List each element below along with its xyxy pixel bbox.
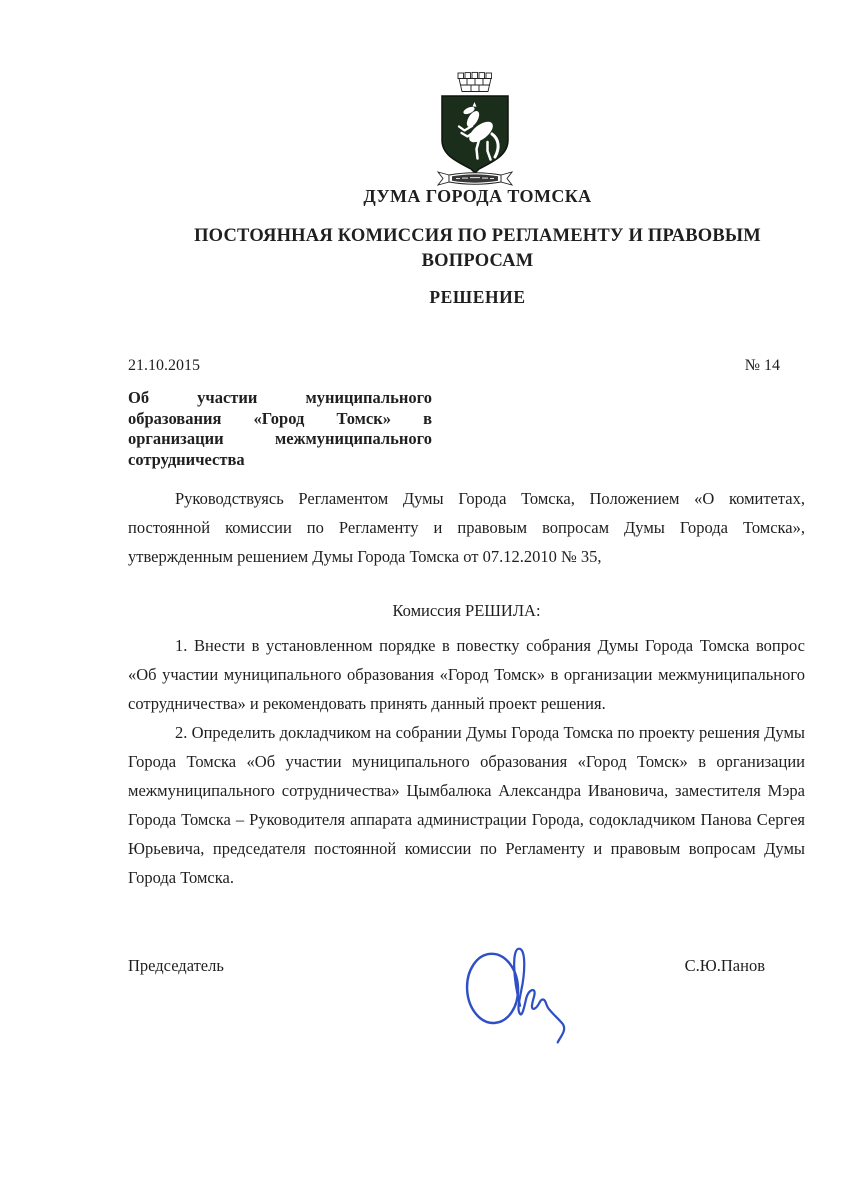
signature-title: Председатель xyxy=(128,956,224,975)
preamble-paragraph: Руководствуясь Регламентом Думы Города Томска, Положением «О комитетах, постоянной комиссии по Регламенту и правовым вопросам Думы Города Томска», утвержденным решением Думы Города Томска от 07.12.2010 № 35, xyxy=(128,489,805,566)
resolution-heading: Комиссия РЕШИЛА: xyxy=(392,601,541,620)
ribbon-banner-icon xyxy=(438,172,512,185)
preamble xyxy=(128,484,805,571)
resolution-items xyxy=(128,631,805,892)
mural-crown-icon xyxy=(458,72,492,91)
resolution-item: 1. Внести в установленном порядке в повестку собрания Думы Города Томска вопрос «Об участии муниципального образования «Город Томск» в организации межмуниципального сотрудничества» и рекомендовать принять данный проект решения. xyxy=(128,636,805,713)
handwritten-signature-icon xyxy=(462,940,574,1048)
meta-row xyxy=(128,357,780,375)
subject-block: Об участии муниципального образования «Город Томск» в организации межмуниципального сотрудничества xyxy=(128,388,432,469)
organization-title: ДУМА ГОРОДА ТОМСКА xyxy=(363,186,592,206)
document-number: № 14 xyxy=(744,357,780,374)
document-date: 21.10.2015 xyxy=(128,357,200,374)
document-type-title: РЕШЕНИЕ xyxy=(429,287,526,307)
signature-row xyxy=(128,956,765,976)
commission-title: ПОСТОЯННАЯ КОМИССИЯ ПО РЕГЛАМЕНТУ И ПРАВОВЫМ ВОПРОСАМ xyxy=(194,226,761,271)
coat-of-arms-tomsk xyxy=(435,70,515,188)
resolution-item: 2. Определить докладчиком на собрании Думы Города Томска по проекту решения Думы Города Томска «Об участии муниципального образования «Город Томск» в организации межмуниципального сотрудничества» Цымбалюка Александра Ивановича, заместителя Мэра Города Томска – Руководителя аппарата администрации Города, содокладчиком Панова Сергея Юрьевича, председателя постоянной комиссии по Регламенту и правовым вопросам Думы Города Томска. xyxy=(128,723,805,887)
signatory-name: С.Ю.Панов xyxy=(684,956,765,975)
